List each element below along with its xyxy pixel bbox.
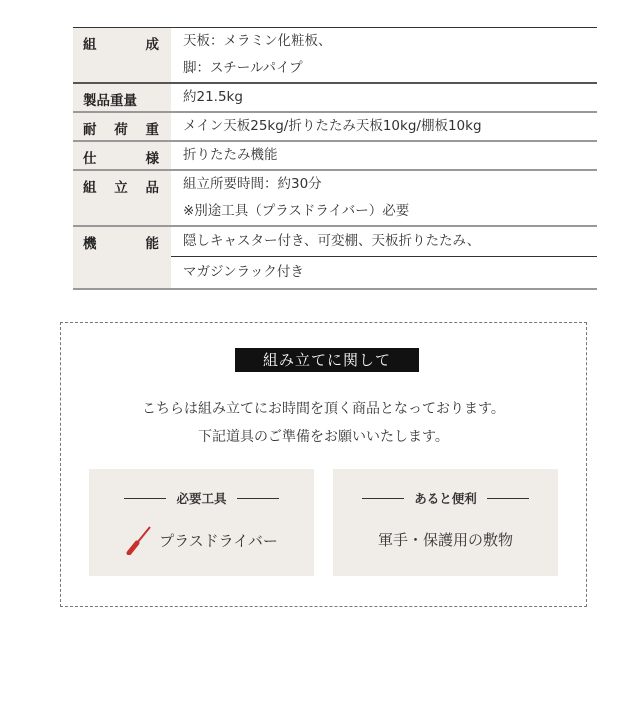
row-label: 荷 bbox=[114, 122, 128, 138]
row-label: 重 bbox=[145, 122, 159, 138]
row-label: 製品重量 bbox=[83, 93, 137, 109]
row-value: 隠しキャスター付き、可変棚、天板折りたたみ、 bbox=[171, 227, 597, 257]
row-label: 組 bbox=[83, 180, 97, 196]
row-value: 組立所要時間：約30分 bbox=[183, 176, 322, 192]
required-tools-heading: 必要工具 bbox=[176, 491, 227, 506]
row-label: 機 bbox=[83, 236, 97, 252]
row-value: 折りたたみ機能 bbox=[183, 147, 278, 163]
row-label: 成 bbox=[145, 37, 159, 53]
spec-table bbox=[73, 27, 597, 290]
spec-row-assembly bbox=[73, 171, 597, 227]
spec-row-features bbox=[73, 227, 597, 290]
row-label: 品 bbox=[145, 180, 159, 196]
useful-items-heading: あると便利 bbox=[414, 491, 477, 506]
row-label: 様 bbox=[145, 151, 159, 167]
row-label: 組 bbox=[83, 37, 97, 53]
screwdriver-icon bbox=[125, 525, 153, 555]
useful-item: 軍手・保護用の敷物 bbox=[377, 531, 513, 549]
spec-row-spec bbox=[73, 142, 597, 171]
row-value: メイン天板25kg/折りたたみ天板10kg/棚板10kg bbox=[183, 118, 482, 134]
message-line: 下記道具のご準備をお願いいたします。 bbox=[198, 429, 449, 445]
assembly-message bbox=[61, 395, 586, 451]
required-tools-card bbox=[89, 469, 314, 576]
row-label: 能 bbox=[145, 236, 159, 252]
assembly-title: 組み立てに関して bbox=[235, 348, 419, 372]
useful-items-card bbox=[333, 469, 558, 576]
required-tool-item: プラスドライバー bbox=[159, 531, 278, 550]
row-value: ※別途工具（プラスドライバー）必要 bbox=[183, 203, 410, 219]
row-value: マガジンラック付き bbox=[183, 264, 304, 280]
row-label: 仕 bbox=[83, 151, 97, 167]
row-value: 脚：スチールパイプ bbox=[183, 60, 303, 76]
spec-row-load bbox=[73, 113, 597, 142]
row-value: 天板：メラミン化粧板、 bbox=[183, 33, 332, 49]
assembly-notice bbox=[60, 322, 587, 607]
message-line: こちらは組み立てにお時間を頂く商品となっております。 bbox=[142, 401, 505, 417]
spec-row-weight bbox=[73, 84, 597, 113]
row-value: 約21.5kg bbox=[183, 89, 243, 105]
spec-row-composition bbox=[73, 28, 597, 84]
row-label: 耐 bbox=[83, 122, 97, 138]
row-label: 立 bbox=[114, 180, 128, 196]
